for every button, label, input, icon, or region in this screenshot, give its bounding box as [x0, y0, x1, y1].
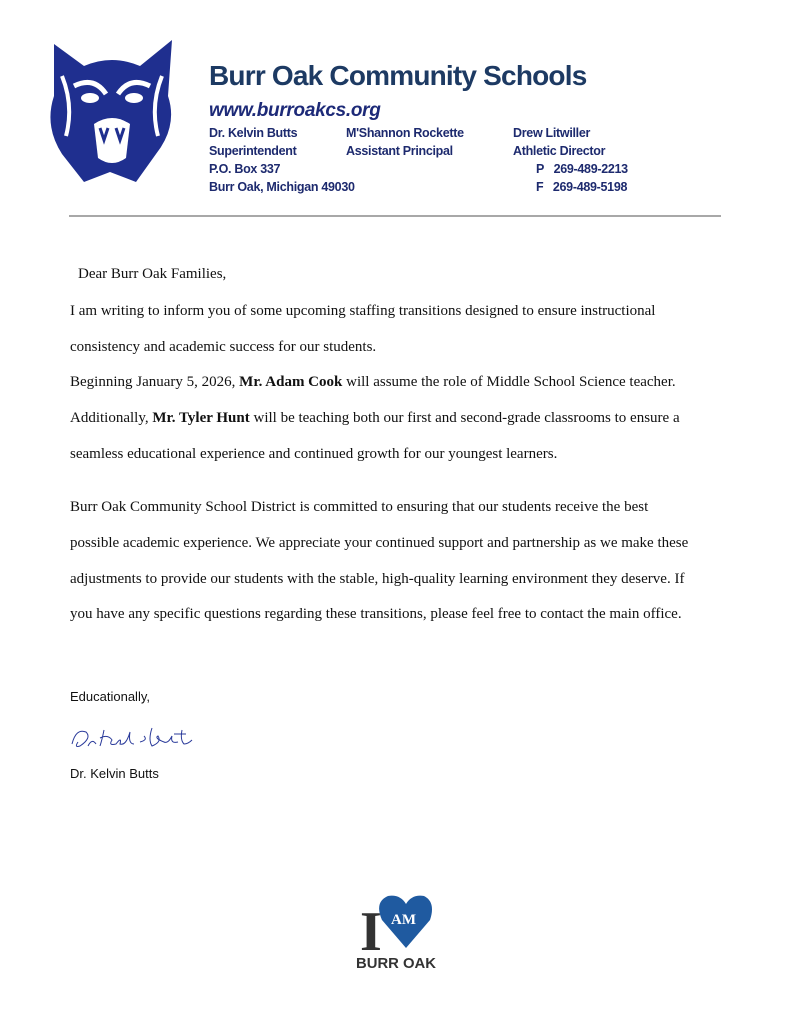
svg-text:BURR OAK: BURR OAK	[356, 955, 437, 970]
contact-athletic-director	[513, 124, 628, 196]
paragraph-line: I am writing to inform you of some upcoming staffing transitions designed to ensure instructional	[70, 303, 656, 319]
phone-label: P	[536, 162, 545, 176]
signature-image	[68, 722, 198, 754]
teacher-name: Mr. Tyler Hunt	[152, 410, 250, 426]
phone-line	[513, 160, 628, 178]
svg-text:AM: AM	[391, 912, 416, 928]
paragraph-line: you have any specific questions regarding these transitions, please feel free to contact the main office.	[70, 606, 682, 622]
paragraph-line	[70, 374, 676, 391]
paragraph-line: possible academic experience. We appreciate your continued support and partnership as we make these	[70, 535, 689, 551]
address-line1: P.O. Box 337	[209, 162, 281, 176]
fax-number: 269-489-5198	[552, 180, 628, 194]
paragraph-line: seamless educational experience and continued growth for our youngest learners.	[70, 446, 558, 462]
text: will assume the role of Middle School Science teacher.	[342, 374, 676, 390]
salutation: Dear Burr Oak Families,	[78, 266, 227, 282]
website-link[interactable]: www.burroakcs.org	[209, 100, 381, 121]
contact-name: M'Shannon Rockette	[346, 126, 464, 140]
contact-superintendent	[209, 124, 355, 196]
school-name: Burr Oak Community Schools	[209, 60, 587, 91]
signer-name: Dr. Kelvin Butts	[70, 766, 159, 781]
fax-label: F	[536, 180, 544, 194]
contact-name: Drew Litwiller	[513, 126, 591, 140]
heart-icon	[356, 890, 438, 970]
text: Additionally,	[70, 410, 153, 426]
paragraph-line: adjustments to provide our students with the stable, high-quality learning environment they deserve. If	[70, 571, 685, 587]
paragraph-line: Burr Oak Community School District is committed to ensuring that our students receive the best	[70, 499, 649, 515]
contact-assistant-principal	[346, 124, 464, 160]
fax-line	[513, 178, 628, 196]
contact-title: Superintendent	[209, 144, 297, 158]
header-divider	[69, 215, 721, 217]
paragraph-line	[70, 410, 680, 427]
teacher-name: Mr. Adam Cook	[239, 374, 343, 390]
text: will be teaching both our first and second-grade classrooms to ensure a	[249, 410, 680, 426]
closing: Educationally,	[70, 689, 150, 704]
svg-text:I: I	[360, 901, 382, 963]
i-am-burr-oak-logo	[356, 890, 438, 970]
contact-title: Athletic Director	[513, 144, 606, 158]
address-line2: Burr Oak, Michigan 49030	[209, 180, 355, 194]
contact-title: Assistant Principal	[346, 144, 453, 158]
wildcat-mascot-logo	[44, 36, 180, 184]
text: Beginning January 5, 2026,	[70, 374, 240, 390]
phone-number: 269-489-2213	[553, 162, 628, 176]
paragraph-line: consistency and academic success for our students.	[70, 339, 377, 355]
contact-name: Dr. Kelvin Butts	[209, 126, 298, 140]
